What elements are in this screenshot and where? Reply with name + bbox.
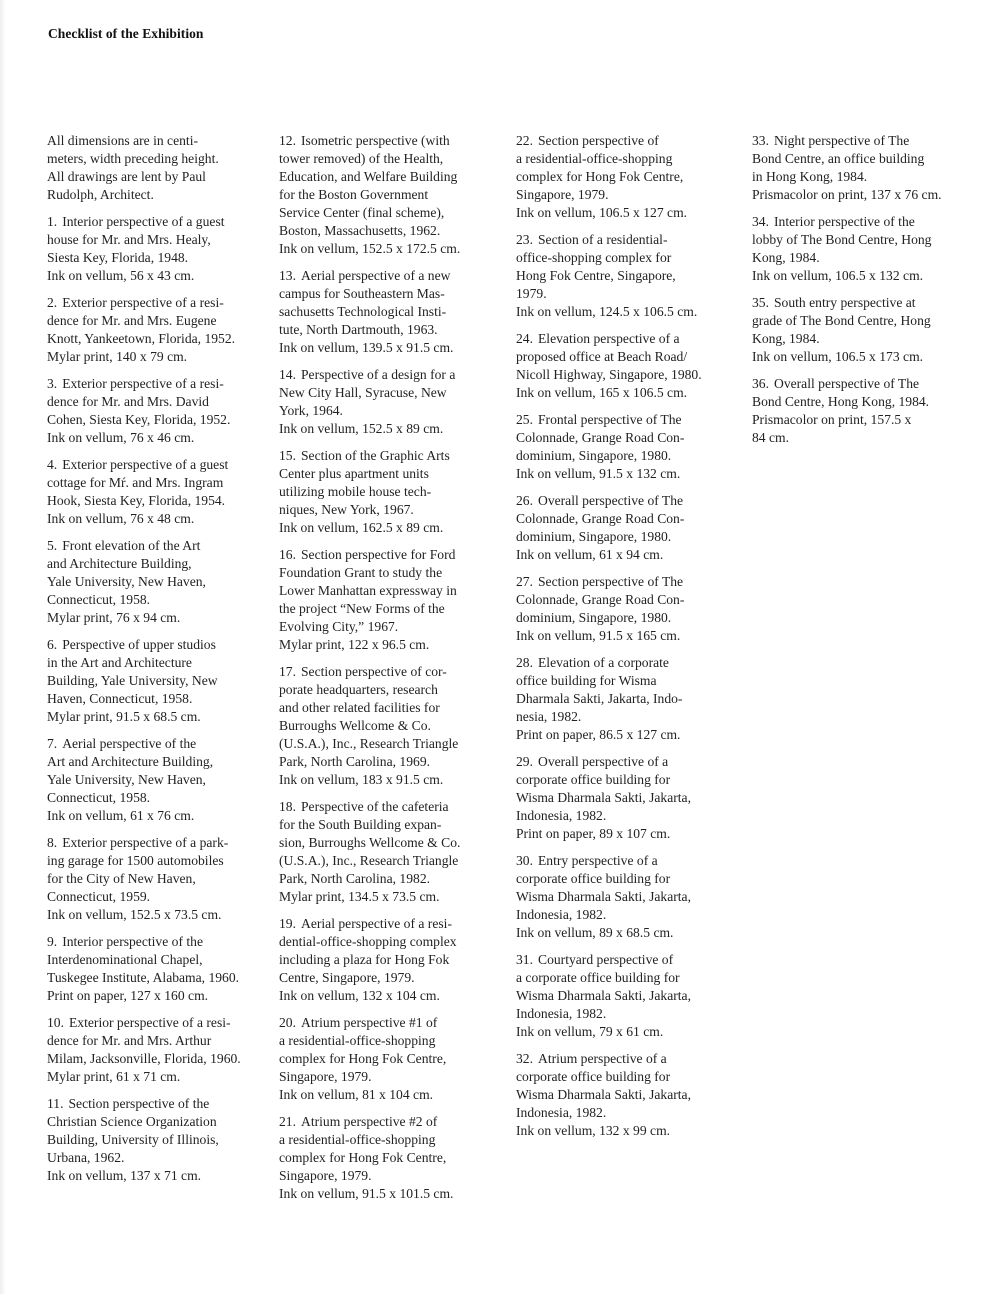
entry-description-line: Hook, Siesta Key, Florida, 1954. — [47, 493, 226, 508]
entry-description-line: dominium, Singapore, 1980. — [516, 529, 672, 544]
checklist-entry — [279, 132, 509, 258]
entry-description-line — [47, 735, 272, 753]
entry-description-line: Wisma Dharmala Sakti, Jakarta, — [516, 988, 691, 1003]
entry-number: 7. — [47, 736, 58, 751]
entry-title-text: Perspective of the cafeteria — [301, 799, 449, 814]
entry-title-text: Section perspective for Ford — [301, 547, 456, 562]
entry-description-line: office-shopping complex for — [516, 250, 672, 265]
entry-number: 26. — [516, 493, 533, 508]
entry-description-line — [279, 267, 509, 285]
checklist-entry — [47, 294, 272, 366]
entry-description-line — [279, 447, 509, 465]
entry-description-line — [516, 951, 746, 969]
entry-number: 16. — [279, 547, 296, 562]
intro-line: All drawings are lent by Paul — [47, 169, 206, 184]
entry-description-line: Connecticut, 1958. — [47, 592, 151, 607]
entry-description-line: dence for Mr. and Mrs. Arthur — [47, 1033, 212, 1048]
entry-number: 4. — [47, 457, 58, 472]
entry-description-line: complex for Hong Fok Centre, — [279, 1051, 447, 1066]
entry-description-line: dence for Mr. and Mrs. Eugene — [47, 313, 217, 328]
entry-description-line: Boston, Massachusetts, 1962. — [279, 223, 441, 238]
entry-title-text: Frontal perspective of The — [538, 412, 682, 427]
column-4 — [752, 132, 992, 456]
entry-description-line: for the Boston Government — [279, 187, 429, 202]
checklist-entry — [279, 915, 509, 1005]
entry-title-text: Exterior perspective of a resi- — [62, 295, 224, 310]
entry-title-text: Overall perspective of The — [774, 376, 920, 391]
entry-number: 23. — [516, 232, 533, 247]
entry-number: 15. — [279, 448, 296, 463]
entry-title-text: Interior perspective of a guest — [62, 214, 225, 229]
entry-description-line: Art and Architecture Building, — [47, 754, 214, 769]
entry-description-line: corporate office building for — [516, 871, 671, 886]
entry-description-line: Milam, Jacksonville, Florida, 1960. — [47, 1051, 241, 1066]
entry-description-line: a residential-office-shopping — [279, 1132, 436, 1147]
intro-line: meters, width preceding height. — [47, 151, 219, 166]
entry-description-line: Yale University, New Haven, — [47, 574, 206, 589]
checklist-entry — [516, 330, 746, 402]
entry-description-line: Singapore, 1979. — [516, 187, 609, 202]
entry-description-line: sachusetts Technological Insti- — [279, 304, 447, 319]
entry-description-line: Dharmala Sakti, Jakarta, Indo- — [516, 691, 683, 706]
entry-description-line: Foundation Grant to study the — [279, 565, 443, 580]
entry-title-text: Atrium perspective of a — [538, 1051, 667, 1066]
entry-medium-dimensions: Ink on vellum, 91.5 x 165 cm. — [516, 628, 681, 643]
entry-medium-dimensions: Ink on vellum, 139.5 x 91.5 cm. — [279, 340, 454, 355]
entry-description-line — [279, 798, 509, 816]
checklist-entry — [279, 1113, 509, 1203]
entry-description-line: proposed office at Beach Road/ — [516, 349, 688, 364]
entry-description-line: New City Hall, Syracuse, New — [279, 385, 447, 400]
checklist-entry — [47, 456, 272, 528]
entry-description-line: Centre, Singapore, 1979. — [279, 970, 415, 985]
entry-medium-dimensions: Mylar print, 61 x 71 cm. — [47, 1069, 181, 1084]
entry-description-line — [516, 411, 746, 429]
entry-description-line: for the City of New Haven, — [47, 871, 196, 886]
entry-title-text: Exterior perspective of a resi- — [62, 376, 224, 391]
entry-description-line — [516, 492, 746, 510]
entry-description-line: lobby of The Bond Centre, Hong — [752, 232, 932, 247]
entry-description-line — [279, 1113, 509, 1131]
entry-description-line — [47, 294, 272, 312]
entry-medium-dimensions: Ink on vellum, 81 x 104 cm. — [279, 1087, 434, 1102]
entry-description-line: Education, and Welfare Building — [279, 169, 458, 184]
entry-title-text: Atrium perspective #1 of — [301, 1015, 438, 1030]
entry-description-line: Center plus apartment units — [279, 466, 429, 481]
entry-description-line — [279, 132, 509, 150]
intro-line: Rudolph, Architect. — [47, 187, 154, 202]
entry-number: 13. — [279, 268, 296, 283]
entry-number: 1. — [47, 214, 58, 229]
entry-medium-dimensions: Prismacolor on print, 137 x 76 cm. — [752, 187, 942, 202]
entry-number: 36. — [752, 376, 769, 391]
checklist-entry — [47, 375, 272, 447]
entry-number: 27. — [516, 574, 533, 589]
entry-medium-dimensions: Mylar print, 140 x 79 cm. — [47, 349, 188, 364]
entry-medium-dimensions: Ink on vellum, 132 x 104 cm. — [279, 988, 440, 1003]
entry-title-text: Section perspective of the — [68, 1096, 210, 1111]
entry-description-line: porate headquarters, research — [279, 682, 438, 697]
entry-description-line: and Architecture Building, — [47, 556, 192, 571]
entry-description-line: tute, North Dartmouth, 1963. — [279, 322, 438, 337]
entry-description-line: Hong Fok Centre, Singapore, — [516, 268, 676, 283]
entry-description-line: complex for Hong Fok Centre, — [279, 1150, 447, 1165]
entry-description-line — [47, 636, 272, 654]
entry-medium-dimensions: Ink on vellum, 106.5 x 132 cm. — [752, 268, 924, 283]
entry-number: 33. — [752, 133, 769, 148]
entry-medium-dimensions: Print on paper, 127 x 160 cm. — [47, 988, 209, 1003]
checklist-entry — [279, 663, 509, 789]
entry-description-line — [279, 1014, 509, 1032]
entry-description-line — [47, 213, 272, 231]
entry-medium-dimensions: Ink on vellum, 165 x 106.5 cm. — [516, 385, 688, 400]
checklist-entry — [279, 798, 509, 906]
entry-number: 10. — [47, 1015, 64, 1030]
checklist-entry — [516, 411, 746, 483]
entry-number: 2. — [47, 295, 58, 310]
entry-medium-dimensions: Print on paper, 89 x 107 cm. — [516, 826, 671, 841]
entry-description-line — [516, 231, 746, 249]
page-title: Checklist of the Exhibition — [48, 26, 204, 41]
entry-title-text: Front elevation of the Art — [62, 538, 201, 553]
entry-title-text: Section perspective of cor- — [301, 664, 447, 679]
entry-description-line — [47, 1014, 272, 1032]
entry-description-line: Indonesia, 1982. — [516, 1105, 607, 1120]
entry-description-line: Indonesia, 1982. — [516, 907, 607, 922]
entry-number: 30. — [516, 853, 533, 868]
checklist-entry — [279, 267, 509, 357]
checklist-entry — [279, 366, 509, 438]
entry-medium-dimensions: Ink on vellum, 106.5 x 127 cm. — [516, 205, 688, 220]
entry-number: 18. — [279, 799, 296, 814]
entry-description-line: Lower Manhattan expressway in — [279, 583, 457, 598]
entry-description-line: dominium, Singapore, 1980. — [516, 610, 672, 625]
entry-description-line: dential-office-shopping complex — [279, 934, 457, 949]
entry-medium-dimensions: Ink on vellum, 162.5 x 89 cm. — [279, 520, 444, 535]
entry-title-text: Overall perspective of a — [538, 754, 669, 769]
entry-description-line: Wisma Dharmala Sakti, Jakarta, — [516, 790, 691, 805]
entry-medium-dimensions: Ink on vellum, 76 x 46 cm. — [47, 430, 195, 445]
entry-description-line: including a plaza for Hong Fok — [279, 952, 450, 967]
entry-description-line: Connecticut, 1959. — [47, 889, 151, 904]
entry-description-line: Prismacolor on print, 157.5 x — [752, 412, 912, 427]
column-3-entries — [516, 132, 746, 1140]
checklist-entry — [47, 636, 272, 726]
column-1-entries — [47, 213, 272, 1185]
entry-description-line: Building, University of Illinois, — [47, 1132, 219, 1147]
entry-description-line: Urbana, 1962. — [47, 1150, 125, 1165]
entry-number: 21. — [279, 1114, 296, 1129]
entry-description-line: grade of The Bond Centre, Hong — [752, 313, 931, 328]
entry-description-line — [47, 933, 272, 951]
entry-description-line — [47, 834, 272, 852]
entry-description-line — [516, 132, 746, 150]
checklist-entry — [47, 834, 272, 924]
entry-description-line — [516, 654, 746, 672]
entry-description-line: ing garage for 1500 automobiles — [47, 853, 224, 868]
entry-description-line: Park, North Carolina, 1982. — [279, 871, 431, 886]
entry-description-line: Haven, Connecticut, 1958. — [47, 691, 193, 706]
entry-number: 32. — [516, 1051, 533, 1066]
checklist-entry — [516, 132, 746, 222]
entry-description-line: for the South Building expan- — [279, 817, 442, 832]
entry-description-line: (U.S.A.), Inc., Research Triangle — [279, 736, 459, 751]
entry-description-line: tower removed) of the Health, — [279, 151, 444, 166]
entry-description-line: Siesta Key, Florida, 1948. — [47, 250, 189, 265]
entry-description-line — [752, 375, 992, 393]
entry-description-line: a corporate office building for — [516, 970, 680, 985]
checklist-entry — [752, 132, 992, 204]
column-1 — [47, 132, 272, 1194]
entry-description-line: office building for Wisma — [516, 673, 657, 688]
entry-title-text: Entry perspective of a — [538, 853, 658, 868]
checklist-entry — [47, 1014, 272, 1086]
entry-description-line: Park, North Carolina, 1969. — [279, 754, 431, 769]
entry-description-line — [279, 663, 509, 681]
entry-description-line: the project “New Forms of the — [279, 601, 445, 616]
entry-description-line — [279, 366, 509, 384]
entry-medium-dimensions: Ink on vellum, 183 x 91.5 cm. — [279, 772, 444, 787]
entry-description-line — [47, 537, 272, 555]
entry-description-line: nesia, 1982. — [516, 709, 582, 724]
entry-title-text: Perspective of a design for a — [301, 367, 456, 382]
entry-description-line — [752, 132, 992, 150]
entry-medium-dimensions: Mylar print, 91.5 x 68.5 cm. — [47, 709, 201, 724]
entry-description-line — [516, 852, 746, 870]
entry-medium-dimensions: Ink on vellum, 89 x 68.5 cm. — [516, 925, 674, 940]
entry-description-line — [47, 456, 272, 474]
entry-description-line: Burroughs Wellcome & Co. — [279, 718, 431, 733]
entry-description-line: campus for Southeastern Mas- — [279, 286, 445, 301]
entry-description-line: Knott, Yankeetown, Florida, 1952. — [47, 331, 236, 346]
intro-line: All dimensions are in centi- — [47, 133, 199, 148]
checklist-entry — [47, 735, 272, 825]
column-2-entries — [279, 132, 509, 1203]
checklist-entry — [47, 537, 272, 627]
checklist-entry — [47, 1095, 272, 1185]
entry-title-text: Courtyard perspective of — [538, 952, 674, 967]
entry-medium-dimensions: Ink on vellum, 91.5 x 132 cm. — [516, 466, 681, 481]
entry-description-line: a residential-office-shopping — [279, 1033, 436, 1048]
entry-description-line: Bond Centre, Hong Kong, 1984. — [752, 394, 930, 409]
checklist-entry — [752, 294, 992, 366]
entry-number: 20. — [279, 1015, 296, 1030]
entry-description-line: dominium, Singapore, 1980. — [516, 448, 672, 463]
entry-number: 31. — [516, 952, 533, 967]
entry-medium-dimensions: Mylar print, 76 x 94 cm. — [47, 610, 181, 625]
entry-medium-dimensions: Ink on vellum, 79 x 61 cm. — [516, 1024, 664, 1039]
entry-number: 25. — [516, 412, 533, 427]
entry-medium-dimensions: Ink on vellum, 61 x 76 cm. — [47, 808, 195, 823]
checklist-entry — [279, 1014, 509, 1104]
entry-number: 5. — [47, 538, 58, 553]
entry-medium-dimensions: Ink on vellum, 152.5 x 73.5 cm. — [47, 907, 222, 922]
entry-number: 29. — [516, 754, 533, 769]
entry-title-text: Elevation perspective of a — [538, 331, 680, 346]
checklist-entry — [516, 573, 746, 645]
entry-description-line: Singapore, 1979. — [279, 1069, 372, 1084]
entry-medium-dimensions: Ink on vellum, 124.5 x 106.5 cm. — [516, 304, 698, 319]
entry-medium-dimensions: Ink on vellum, 91.5 x 101.5 cm. — [279, 1186, 454, 1201]
entry-description-line: Singapore, 1979. — [279, 1168, 372, 1183]
entry-description-line: Connecticut, 1958. — [47, 790, 151, 805]
entry-number: 22. — [516, 133, 533, 148]
checklist-entry — [279, 447, 509, 537]
entry-number: 6. — [47, 637, 58, 652]
checklist-entry — [279, 546, 509, 654]
entry-description-line: Evolving City,” 1967. — [279, 619, 399, 634]
checklist-entry — [516, 492, 746, 564]
entry-description-line — [516, 573, 746, 591]
entry-description-line: house for Mr. and Mrs. Healy, — [47, 232, 211, 247]
entry-title-text: Overall perspective of The — [538, 493, 684, 508]
entry-description-line: cottage for Mŕ. and Mrs. Ingram — [47, 475, 224, 490]
entry-number: 9. — [47, 934, 58, 949]
entry-medium-dimensions: Ink on vellum, 61 x 94 cm. — [516, 547, 664, 562]
checklist-entry — [516, 951, 746, 1041]
checklist-entry — [516, 753, 746, 843]
entry-number: 8. — [47, 835, 58, 850]
entry-description-line: Wisma Dharmala Sakti, Jakarta, — [516, 889, 691, 904]
entry-title-text: Section of the Graphic Arts — [301, 448, 450, 463]
entry-number: 19. — [279, 916, 296, 931]
entry-title-text: Section perspective of — [538, 133, 659, 148]
entry-medium-dimensions: Mylar print, 134.5 x 73.5 cm. — [279, 889, 440, 904]
entry-description-line: Tuskegee Institute, Alabama, 1960. — [47, 970, 240, 985]
entry-description-line: (U.S.A.), Inc., Research Triangle — [279, 853, 459, 868]
column-2 — [279, 132, 509, 1212]
checklist-entry — [516, 1050, 746, 1140]
entry-title-text: Aerial perspective of a resi- — [301, 916, 452, 931]
checklist-entry — [752, 213, 992, 285]
entry-description-line — [516, 753, 746, 771]
entry-title-text: Night perspective of The — [774, 133, 910, 148]
checklist-entry — [516, 654, 746, 744]
entry-description-line: Colonnade, Grange Road Con- — [516, 430, 685, 445]
entry-description-line: Interdenominational Chapel, — [47, 952, 203, 967]
entry-medium-dimensions: Ink on vellum, 56 x 43 cm. — [47, 268, 195, 283]
entry-number: 17. — [279, 664, 296, 679]
entry-number: 12. — [279, 133, 296, 148]
entry-description-line — [47, 375, 272, 393]
entry-title-text: Perspective of upper studios — [62, 637, 216, 652]
entry-title-text: Interior perspective of the — [774, 214, 915, 229]
entry-description-line: and other related facilities for — [279, 700, 440, 715]
entry-description-line: Service Center (final scheme), — [279, 205, 445, 220]
entry-title-text: Aerial perspective of the — [62, 736, 197, 751]
entry-description-line: Building, Yale University, New — [47, 673, 218, 688]
entry-medium-dimensions: Ink on vellum, 106.5 x 173 cm. — [752, 349, 924, 364]
entry-number: 3. — [47, 376, 58, 391]
entry-description-line: Kong, 1984. — [752, 250, 820, 265]
entry-description-line: corporate office building for — [516, 1069, 671, 1084]
entry-description-line: Kong, 1984. — [752, 331, 820, 346]
entry-description-line — [752, 213, 992, 231]
entry-description-line: corporate office building for — [516, 772, 671, 787]
entry-description-line: Colonnade, Grange Road Con- — [516, 511, 685, 526]
entry-title-text: Aerial perspective of a new — [301, 268, 451, 283]
entry-description-line: in Hong Kong, 1984. — [752, 169, 868, 184]
entry-medium-dimensions: Ink on vellum, 152.5 x 172.5 cm. — [279, 241, 461, 256]
entry-description-line: utilizing mobile house tech- — [279, 484, 432, 499]
entry-description-line: Cohen, Siesta Key, Florida, 1952. — [47, 412, 231, 427]
entry-medium-dimensions: Print on paper, 86.5 x 127 cm. — [516, 727, 681, 742]
entry-number: 24. — [516, 331, 533, 346]
entry-number: 34. — [752, 214, 769, 229]
entry-description-line: in the Art and Architecture — [47, 655, 192, 670]
entry-description-line — [47, 1095, 272, 1113]
column-4-entries — [752, 132, 992, 447]
entry-title-text: Exterior perspective of a resi- — [69, 1015, 231, 1030]
entry-description-line: a residential-office-shopping — [516, 151, 673, 166]
checklist-entry — [516, 852, 746, 942]
entry-description-line: niques, New York, 1967. — [279, 502, 414, 517]
checklist-entry — [516, 231, 746, 321]
entry-description-line — [279, 546, 509, 564]
entry-description-line: Indonesia, 1982. — [516, 1006, 607, 1021]
entry-number: 14. — [279, 367, 296, 382]
entry-title-text: Isometric perspective (with — [301, 133, 450, 148]
entry-title-text: South entry perspective at — [774, 295, 916, 310]
entry-description-line: Nicoll Highway, Singapore, 1980. — [516, 367, 702, 382]
entry-description-line: Christian Science Organization — [47, 1114, 217, 1129]
entry-description-line: complex for Hong Fok Centre, — [516, 169, 684, 184]
page-edge-shadow — [0, 0, 6, 1294]
entry-medium-dimensions: Ink on vellum, 76 x 48 cm. — [47, 511, 195, 526]
entry-title-text: Section perspective of The — [538, 574, 684, 589]
entry-description-line: Wisma Dharmala Sakti, Jakarta, — [516, 1087, 691, 1102]
entry-description-line: Bond Centre, an office building — [752, 151, 925, 166]
entry-description-line — [516, 330, 746, 348]
entry-title-text: Section of a residential- — [538, 232, 668, 247]
entry-description-line: sion, Burroughs Wellcome & Co. — [279, 835, 461, 850]
intro-note — [47, 132, 272, 204]
checklist-entry — [47, 213, 272, 285]
entry-description-line: Colonnade, Grange Road Con- — [516, 592, 685, 607]
entry-medium-dimensions: 84 cm. — [752, 430, 789, 445]
entry-title-text: Interior perspective of the — [62, 934, 203, 949]
entry-title-text: Atrium perspective #2 of — [301, 1114, 438, 1129]
entry-description-line — [279, 915, 509, 933]
entry-number: 11. — [47, 1096, 64, 1111]
entry-description-line: 1979. — [516, 286, 547, 301]
entry-description-line: Indonesia, 1982. — [516, 808, 607, 823]
entry-number: 35. — [752, 295, 769, 310]
entry-description-line: Yale University, New Haven, — [47, 772, 206, 787]
entry-description-line: dence for Mr. and Mrs. David — [47, 394, 209, 409]
checklist-entry — [47, 933, 272, 1005]
entry-medium-dimensions: Mylar print, 122 x 96.5 cm. — [279, 637, 430, 652]
entry-description-line — [516, 1050, 746, 1068]
entry-medium-dimensions: Ink on vellum, 132 x 99 cm. — [516, 1123, 671, 1138]
entry-title-text: Elevation of a corporate — [538, 655, 669, 670]
entry-medium-dimensions: Ink on vellum, 152.5 x 89 cm. — [279, 421, 444, 436]
checklist-entry — [752, 375, 992, 447]
entry-title-text: Exterior perspective of a park- — [62, 835, 229, 850]
entry-description-line: York, 1964. — [279, 403, 343, 418]
column-3 — [516, 132, 746, 1149]
entry-description-line — [752, 294, 992, 312]
entry-number: 28. — [516, 655, 533, 670]
entry-medium-dimensions: Ink on vellum, 137 x 71 cm. — [47, 1168, 202, 1183]
entry-title-text: Exterior perspective of a guest — [62, 457, 229, 472]
